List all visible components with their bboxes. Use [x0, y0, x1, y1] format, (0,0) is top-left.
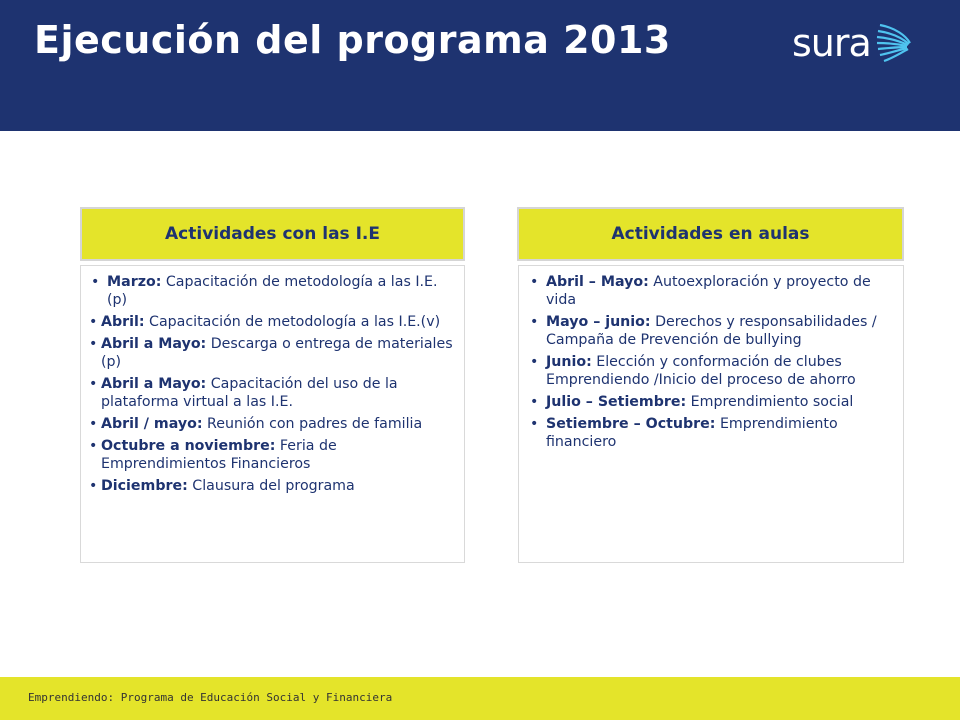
bullet: • [91, 274, 100, 290]
bullet: • [89, 416, 98, 432]
logo-wordmark: sura [792, 21, 871, 65]
bullet: • [89, 478, 98, 494]
item-label: Abril a Mayo: [101, 336, 207, 352]
sura-logo [792, 18, 922, 68]
right-activities-box [518, 265, 904, 563]
item-label: Abril: [101, 314, 145, 330]
bullet: • [89, 438, 98, 454]
list-item [81, 477, 454, 495]
bullet: • [530, 274, 539, 290]
item-label: Julio – Setiembre: [546, 394, 687, 410]
item-text: Capacitación de metodología a las I.E.(v) [144, 314, 441, 330]
list-item [519, 313, 893, 349]
list-item [81, 313, 454, 331]
right-column-heading: Actividades en aulas [517, 207, 904, 261]
item-text: Feria de Emprendimientos Financieros [101, 438, 337, 472]
footer-bar [0, 677, 960, 720]
list-item [519, 415, 893, 451]
left-activities-box [80, 265, 465, 563]
bullet: • [89, 314, 98, 330]
item-label: Junio: [546, 354, 592, 370]
item-text: Descarga o entrega de materiales (p) [101, 336, 453, 370]
left-activities-list [81, 273, 454, 495]
page-title: Ejecución del programa 2013 [34, 18, 671, 62]
item-text: Elección y conformación de clubes Emprendiendo /Inicio del proceso de ahorro [546, 354, 856, 388]
item-text: Derechos y responsabilidades / Campaña de Prevención de bullying [546, 314, 877, 348]
right-activities-list [519, 273, 893, 451]
footer-text: Emprendiendo: Programa de Educación Social y Financiera [28, 691, 393, 704]
bullet: • [530, 394, 539, 410]
item-text: Capacitación de metodología a las I.E.(p) [107, 274, 438, 308]
item-text: Emprendimiento financiero [546, 416, 838, 450]
item-text: Clausura del programa [187, 478, 355, 494]
item-label: Abril – Mayo: [546, 274, 649, 290]
bullet: • [530, 416, 539, 432]
list-item [519, 393, 893, 411]
list-item [81, 415, 454, 433]
item-text: Autoexploración y proyecto de vida [546, 274, 871, 308]
bullet: • [530, 354, 539, 370]
item-label: Abril a Mayo: [101, 376, 207, 392]
left-column-heading: Actividades con las I.E [80, 207, 465, 261]
list-item [81, 335, 454, 371]
bullet: • [89, 376, 98, 392]
item-label: Marzo: [107, 274, 162, 290]
logo-rays-icon [876, 22, 916, 64]
item-text: Reunión con padres de familia [202, 416, 423, 432]
bullet: • [530, 314, 539, 330]
list-item [519, 273, 893, 309]
bullet: • [89, 336, 98, 352]
list-item [519, 353, 893, 389]
header-bar [0, 0, 960, 131]
item-label: Abril / mayo: [101, 416, 203, 432]
item-label: Diciembre: [101, 478, 188, 494]
item-text: Emprendimiento social [686, 394, 854, 410]
item-label: Octubre a noviembre: [101, 438, 276, 454]
list-item [81, 375, 454, 411]
item-text: Capacitación del uso de la plataforma virtual a las I.E. [101, 376, 398, 410]
item-label: Mayo – junio: [546, 314, 651, 330]
list-item [81, 273, 454, 309]
item-label: Setiembre – Octubre: [546, 416, 716, 432]
list-item [81, 437, 454, 473]
